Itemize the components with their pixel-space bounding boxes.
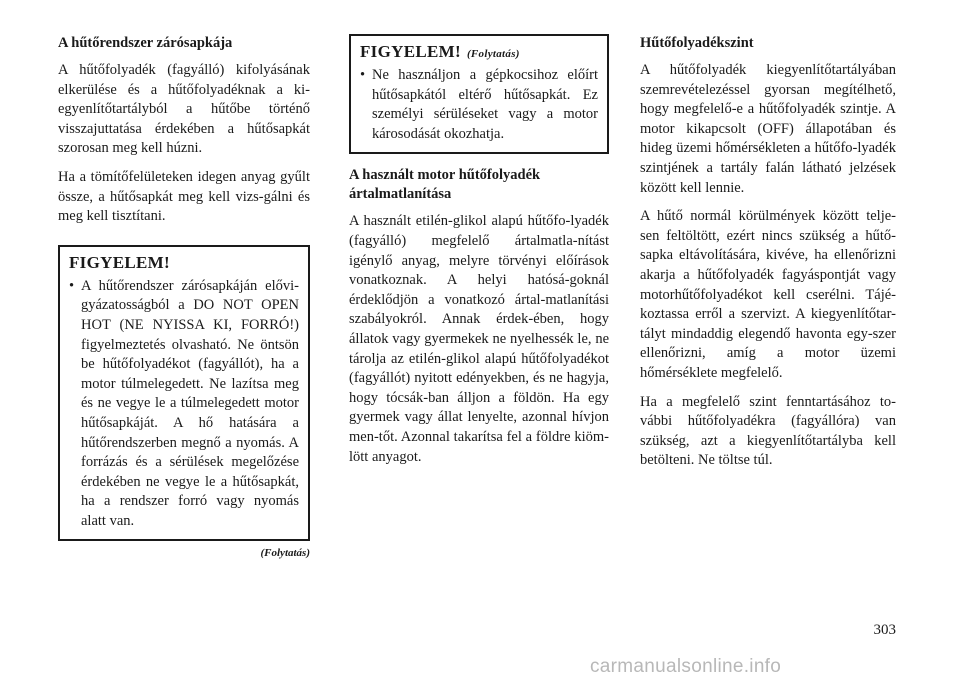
watermark: carmanualsonline.info — [590, 656, 782, 677]
section-heading-disposal: A használt motor hűtőfolyadék ártalmatlanítása — [349, 167, 541, 203]
warning-title: FIGYELEM! — [69, 252, 170, 272]
warning-list — [360, 66, 598, 144]
middle-column — [349, 34, 609, 476]
paragraph: A hűtőfolyadék kiegyenlítőtartályában szemrevételezéssel gyorsan megítélhető, hogy megfelelő-e a hűtőfolyadék szintje. A motor kikapcsolt (OFF) állapotában és hideg üzemi hőmérsékleten a hűtőfo-lyadék szintjének a tartály falán látható jelzések között kell lennie. — [640, 62, 896, 196]
warning-box-continued — [349, 34, 609, 154]
section-heading-radiator-cap: A hűtőrendszer zárósapkája — [58, 35, 233, 51]
paragraph: Ha a tömítőfelületeken idegen anyag gyűlt össze, a hűtősapkát meg kell vizs-gálni és meg kell tisztítani. — [58, 168, 310, 225]
warning-title — [360, 42, 598, 62]
section-heading-coolant-level: Hűtőfolyadékszint — [640, 35, 754, 51]
continued-label: (Folytatás) — [260, 547, 310, 560]
continued-label: (Folytatás) — [466, 48, 520, 60]
bullet-icon: • — [69, 277, 75, 294]
warning-text: Ne használjon a gépkocsihoz előírt hűtősapkától eltérő hűtősapkát. Ez személyi sérüléseket vagy a motor károsodását okozhatja. — [372, 67, 598, 142]
paragraph: Ha a megfelelő szint fenntartásához to-vábbi hűtőfolyadékra (fagyállóra) van szükség, azt a kiegyenlítőtartályba kell betölteni. Ne töltse túl. — [640, 393, 896, 469]
warning-title-text: FIGYELEM! — [360, 42, 461, 61]
page-number: 303 — [873, 622, 896, 638]
right-column — [640, 34, 896, 480]
warning-item — [69, 277, 299, 532]
warning-item — [360, 66, 598, 144]
warning-list — [69, 277, 299, 532]
paragraph: A hűtő normál körülmények között telje-sen feltöltött, ezért nincs szükség a hűtő-sapka eltávolítására, kivéve, ha ellenőrizni akarja a hűtőfolyadék fagyáspontját vagy motorhűtőfolyadékot kell cserélni. Tájé-koztassa erről a szervizt. A kiegyenlítőtar-tályt mindaddig elegendő havonta egy-szer ellenőrizni, amíg a motor üzemi hőmérséklete megfelelő. — [640, 208, 896, 381]
bullet-icon: • — [360, 67, 366, 83]
paragraph: A hűtőfolyadék (fagyálló) kifolyásának elkerülése és a hűtőfolyadéknak a ki-egyenlítőtartályból a hűtőbe történő visszajuttatása érdekében a hűtősapkát szorosan meg kell húzni. — [58, 62, 310, 157]
warning-text: A hűtőrendszer zárósapkáján elővi-gyázatosságból a DO NOT OPEN HOT (NE NYISSA KI, FORRÓ!) figyelmeztetés olvasható. Ne öntsön be hűtőfolyadékot (fagyállót), ha a motor túlmelegedett. Ne lazítsa meg és ne vegye le a túlmelegedett motor hűtősapkáját. A hő hatására a hűtőrendszerben megnő a nyomás. A forrázás és a sérülések megelőzése érdekében ne vegye le a hűtősapkát, ha a rendszer forró vagy nyomás alatt van. — [81, 277, 299, 529]
warning-box — [58, 245, 310, 542]
left-column — [58, 34, 310, 559]
paragraph: A használt etilén-glikol alapú hűtőfo-lyadék (fagyálló) megfelelő ártalmatla-nítást igénylő anyag, melyre törvényi előírások vonatkoznak. A helyi hatósá-goknál érdeklődjön a vonatkozó ártal-matlanítási szabályokról. Annak érdek-ében, hogy állatok vagy gyermekek ne nyelhessék le, ne tárolja az etilén-glikol alapú hűtőfolyadékot (fagyállót) nyitott edényekben, és ne hagyja, hogy tócsák-ban álljon a földön. Ha egy gyermek vagy állat lenyelte, azonnal hívjon men-tőt. Azonnal takarítsa fel a földre kiöm-lött anyagot. — [349, 213, 609, 465]
